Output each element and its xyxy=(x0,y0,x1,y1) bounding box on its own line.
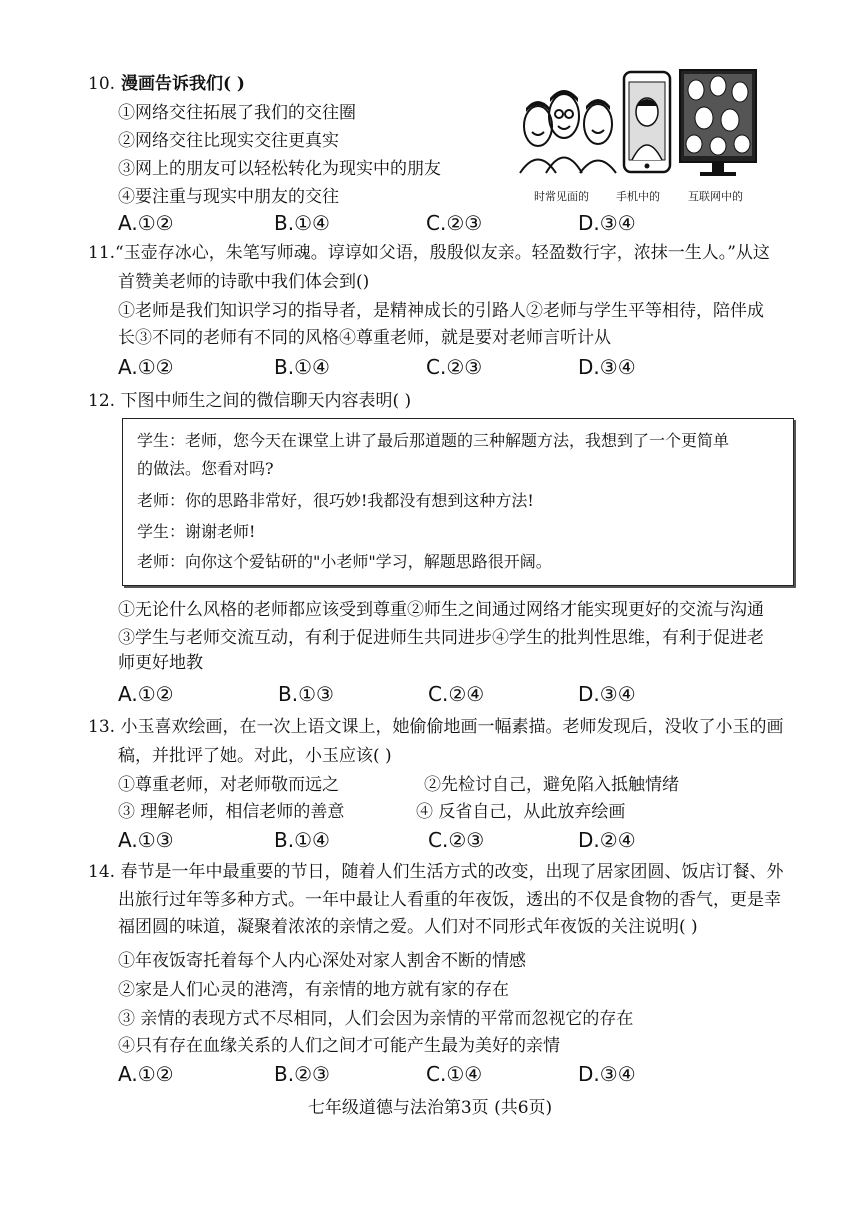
q13-option-b[interactable]: B.①④ xyxy=(274,828,330,852)
q14-stem-line-3: 福团圆的味道，凝聚着浓浓的亲情之爱。人们对不同形式年夜饭的关注说明( ) xyxy=(118,917,698,937)
q11-stem-line-1: 11.“玉壶存冰心，朱笔写师魂。谆谆如父语，殷殷似友亲。轻盈数行字，浓抹一生人。”从这 xyxy=(88,243,770,263)
caption-phone: 手机中的 xyxy=(616,190,660,203)
q12-option-a[interactable]: A.①② xyxy=(118,682,174,706)
chat-line-4: 学生：谢谢老师! xyxy=(137,522,256,541)
q10-option-c[interactable]: C.②③ xyxy=(426,211,483,235)
q13-item-3: ③ 理解老师，相信老师的善意 xyxy=(118,802,345,822)
q14-options xyxy=(118,1059,718,1089)
q13-option-a[interactable]: A.①③ xyxy=(118,828,174,852)
q14-stem-line-1: 14. 春节是一年中最重要的节日，随着人们生活方式的改变，出现了居家团圆、饭店订餐、外 xyxy=(88,862,784,882)
q12-items-line-3: 师更好地教 xyxy=(118,653,203,673)
q13-options xyxy=(118,825,718,855)
q10-number: 10. xyxy=(88,74,116,94)
q14-item-4: ④只有存在血缘关系的人们之间才可能产生最为美好的亲情 xyxy=(118,1036,560,1056)
q14-item-1: ①年夜饭寄托着每个人内心深处对家人割舍不断的情感 xyxy=(118,951,526,971)
q10-stem-text: 漫画告诉我们( ) xyxy=(120,74,245,94)
q13-item-4: ④ 反省自己，从此放弃绘画 xyxy=(416,802,626,822)
caption-face-to-face: 时常见面的 xyxy=(534,190,589,203)
q11-option-a[interactable]: A.①② xyxy=(118,355,174,379)
q10-option-b[interactable]: B.①④ xyxy=(274,211,330,235)
chat-line-5: 老师：向你这个爱钻研的"小老师"学习，解题思路很开阔。 xyxy=(137,552,552,571)
caption-internet: 互联网中的 xyxy=(688,190,743,203)
q13-item-1: ①尊重老师，对老师敬而远之 xyxy=(118,775,339,795)
chat-line-1: 学生：老师，您今天在课堂上讲了最后那道题的三种解题方法，我想到了一个更简单 xyxy=(137,431,730,450)
q12-option-c[interactable]: C.②④ xyxy=(428,682,485,706)
q12-items-line-2: ③学生与老师交流互动，有利于促进师生共同进步④学生的批判性思维，有利于促进老 xyxy=(118,628,764,648)
q13-stem-line-2: 稿，并批评了她。对此，小玉应该( ) xyxy=(118,746,392,766)
q10-stem xyxy=(88,72,245,96)
q10-option-d[interactable]: D.③④ xyxy=(578,211,636,235)
q10-item-1: ①网络交往拓展了我们的交往圈 xyxy=(118,103,356,123)
q14-item-2: ②家是人们心灵的港湾，有亲情的地方就有家的存在 xyxy=(118,980,509,1000)
q12-options xyxy=(118,679,718,709)
chat-line-3: 老师：你的思路非常好，很巧妙!我都没有想到这种方法! xyxy=(137,491,534,510)
q14-option-c[interactable]: C.①④ xyxy=(426,1062,483,1086)
q13-stem-line-1: 13. 小玉喜欢绘画，在一次上语文课上，她偷偷地画一幅素描。老师发现后，没收了小玉的画 xyxy=(88,717,784,737)
wechat-chat-box xyxy=(122,418,794,586)
q12-items-line-1: ①无论什么风格的老师都应该受到尊重②师生之间通过网络才能实现更好的交流与沟通 xyxy=(118,600,764,620)
cartoon-illustration xyxy=(518,68,768,186)
q10-item-4: ④要注重与现实中朋友的交往 xyxy=(118,187,339,207)
q11-items-line-2: 长③不同的老师有不同的风格④尊重老师，就是要对老师言听计从 xyxy=(118,328,611,348)
q12-option-d[interactable]: D.③④ xyxy=(578,682,636,706)
q14-option-a[interactable]: A.①② xyxy=(118,1062,174,1086)
chat-line-2: 的做法。您看对吗? xyxy=(137,459,274,478)
q14-item-3: ③ 亲情的表现方式不尽相同，人们会因为亲情的平常而忽视它的存在 xyxy=(118,1009,634,1029)
q13-item-2: ②先检讨自己，避免陷入抵触情绪 xyxy=(424,775,679,795)
q10-option-a[interactable]: A.①② xyxy=(118,211,174,235)
q14-option-d[interactable]: D.③④ xyxy=(578,1062,636,1086)
q13-option-c[interactable]: C.②③ xyxy=(428,828,485,852)
q11-stem-line-2: 首赞美老师的诗歌中我们体会到() xyxy=(118,272,370,292)
q10-cartoon xyxy=(518,68,768,208)
q10-options xyxy=(118,208,718,238)
q11-option-d[interactable]: D.③④ xyxy=(578,355,636,379)
q11-option-c[interactable]: C.②③ xyxy=(426,355,483,379)
q10-item-3: ③网上的朋友可以轻松转化为现实中的朋友 xyxy=(118,159,441,179)
q14-option-b[interactable]: B.②③ xyxy=(274,1062,330,1086)
q10-item-2: ②网络交往比现实交往更真实 xyxy=(118,131,339,151)
q13-option-d[interactable]: D.②④ xyxy=(578,828,636,852)
q11-option-b[interactable]: B.①④ xyxy=(274,355,330,379)
q14-stem-line-2: 出旅行过年等多种方式。一年中最让人看重的年夜饭，透出的不仅是食物的香气，更是幸 xyxy=(118,890,781,910)
q12-option-b[interactable]: B.①③ xyxy=(278,682,334,706)
q11-options xyxy=(118,352,718,382)
q12-stem: 12. 下图中师生之间的微信聊天内容表明( ) xyxy=(88,391,412,411)
q11-items-line-1: ①老师是我们知识学习的指导者，是精神成长的引路人②老师与学生平等相待，陪伴成 xyxy=(118,301,764,321)
page-footer: 七年级道德与法治第3页 (共6页) xyxy=(307,1098,553,1118)
